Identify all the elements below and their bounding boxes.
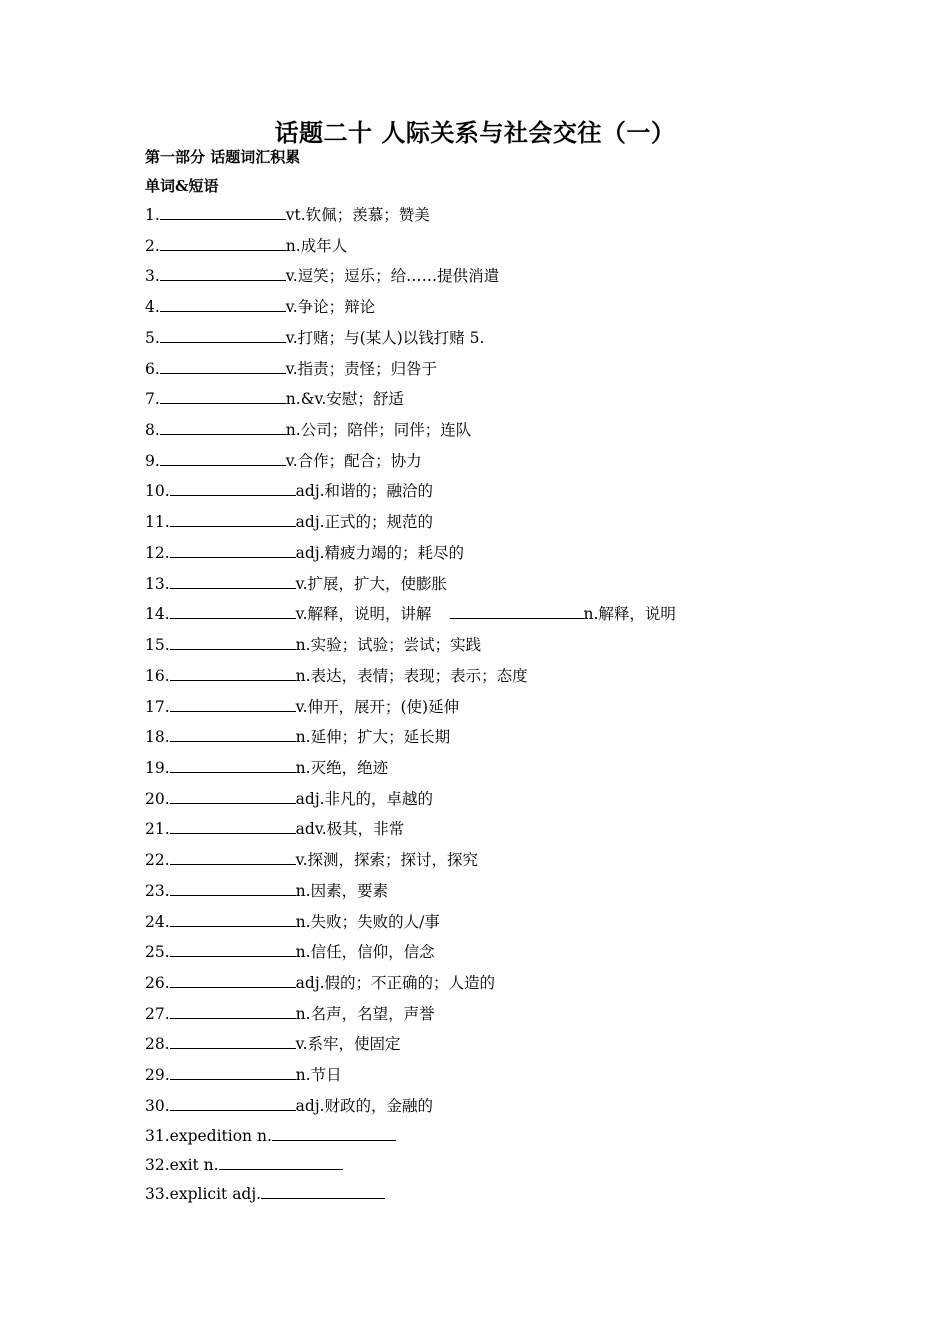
item-definition: v.系牢，使固定 <box>295 1035 401 1054</box>
item-number: 30. <box>145 1096 170 1115</box>
item-definition: v.解释，说明，讲解 <box>295 605 432 624</box>
answer-blank[interactable] <box>160 388 286 404</box>
item-definition: v.指责；责怪；归咎于 <box>285 359 438 378</box>
item-definition: n.灭绝，绝迹 <box>295 758 389 777</box>
item-definition: v.打赌；与(某人)以钱打赌 5. <box>285 328 485 347</box>
item-number: 28. <box>145 1035 170 1054</box>
answer-blank[interactable] <box>160 265 286 281</box>
vocab-item <box>145 327 484 349</box>
item-text: 32.exit n. <box>145 1156 219 1174</box>
item-definition: adj.非凡的，卓越的 <box>295 789 434 808</box>
vocab-item <box>145 573 447 595</box>
item-number: 19. <box>145 758 170 777</box>
vocab-item <box>145 696 459 718</box>
item-number: 17. <box>145 697 170 716</box>
subsection-heading: 单词&短语 <box>145 177 219 195</box>
item-number: 24. <box>145 912 170 931</box>
item-definition: n.失败；失败的人/事 <box>295 912 440 931</box>
answer-blank[interactable] <box>170 1064 296 1080</box>
vocab-item <box>145 450 422 472</box>
item-definition: n.公司；陪伴；同伴；连队 <box>285 421 472 440</box>
item-definition: n.信任，信仰，信念 <box>295 943 435 962</box>
item-definition: n.成年人 <box>285 236 348 255</box>
item-number: 15. <box>145 636 170 655</box>
item-number: 7. <box>145 390 160 409</box>
answer-blank[interactable] <box>170 880 296 896</box>
item-definition: v.探测，探索；探讨，探究 <box>295 851 479 870</box>
item-number: 10. <box>145 482 170 501</box>
reverse-vocab-item <box>145 1125 396 1147</box>
answer-blank[interactable] <box>160 358 286 374</box>
item-number: 18. <box>145 728 170 747</box>
vocab-item <box>145 265 499 287</box>
answer-blank[interactable] <box>170 603 296 619</box>
vocab-item <box>145 419 471 441</box>
item-number: 1. <box>145 206 160 224</box>
item-definition: adj.正式的；规范的 <box>295 513 434 532</box>
answer-blank[interactable] <box>170 511 296 527</box>
answer-blank[interactable] <box>160 235 286 251</box>
answer-blank[interactable] <box>160 204 286 220</box>
item-number: 9. <box>145 451 160 470</box>
answer-blank[interactable] <box>170 757 296 773</box>
item-number: 3. <box>145 267 160 286</box>
vocab-item <box>145 941 435 963</box>
item-definition: v.争论；辩论 <box>285 298 376 317</box>
item-definition: n.表达，表情；表现；表示；态度 <box>295 666 528 685</box>
vocab-item <box>145 757 388 779</box>
answer-blank[interactable] <box>219 1154 343 1170</box>
item-number: 14. <box>145 605 170 624</box>
answer-blank[interactable] <box>272 1125 396 1141</box>
vocab-item <box>145 1033 401 1055</box>
item-definition: adj.假的；不正确的；人造的 <box>295 974 496 992</box>
reverse-vocab-item <box>145 1183 385 1205</box>
item-definition: adj.财政的，金融的 <box>295 1096 434 1115</box>
answer-blank[interactable] <box>170 665 296 681</box>
answer-blank[interactable] <box>160 419 286 435</box>
item-number: 22. <box>145 851 170 870</box>
item-number: 11. <box>145 513 170 532</box>
item-number: 27. <box>145 1004 170 1023</box>
vocab-item <box>145 358 437 380</box>
vocab-item <box>145 911 440 933</box>
vocab-item <box>145 849 478 871</box>
answer-blank[interactable] <box>160 327 286 343</box>
vocab-item <box>145 634 481 656</box>
answer-blank[interactable] <box>170 573 296 589</box>
item-definition: adj.精疲力竭的；耗尽的 <box>295 543 465 562</box>
answer-blank[interactable] <box>170 1003 296 1019</box>
item-definition: v.逗笑；逗乐；给……提供消遣 <box>285 267 500 286</box>
answer-blank[interactable] <box>170 1033 296 1049</box>
answer-blank[interactable] <box>160 450 286 466</box>
vocab-item <box>145 665 528 687</box>
answer-blank[interactable] <box>170 726 296 742</box>
item-number: 25. <box>145 943 170 962</box>
item-definition: n.延伸；扩大；延长期 <box>295 728 451 747</box>
page-title: 话题二十 人际关系与社会交往（一） <box>274 118 676 147</box>
item-number: 13. <box>145 574 170 593</box>
item-text: 31.expedition n. <box>145 1127 272 1145</box>
answer-blank[interactable] <box>170 972 296 988</box>
vocab-item <box>145 235 347 257</box>
item-number: 20. <box>145 789 170 808</box>
item-definition: n.节日 <box>295 1066 342 1085</box>
item-number: 26. <box>145 974 170 992</box>
answer-blank[interactable] <box>170 911 296 927</box>
section-heading: 第一部分 话题词汇积累 <box>145 148 301 166</box>
vocab-item <box>145 1003 435 1025</box>
answer-blank[interactable] <box>450 603 584 619</box>
item-definition: v.扩展，扩大，使膨胀 <box>295 574 448 593</box>
vocab-item <box>145 296 375 318</box>
vocab-item <box>145 726 450 748</box>
item-definition: v.合作；配合；协力 <box>285 451 422 470</box>
item-number: 5. <box>145 328 160 347</box>
vocab-item <box>145 788 433 810</box>
item-number: 12. <box>145 543 170 562</box>
answer-blank[interactable] <box>170 788 296 804</box>
item-number: 2. <box>145 236 160 255</box>
answer-blank[interactable] <box>261 1183 385 1199</box>
item-number: 16. <box>145 666 170 685</box>
reverse-vocab-item <box>145 1154 343 1176</box>
vocab-item <box>145 480 433 502</box>
answer-blank[interactable] <box>170 818 296 834</box>
item-definition: n.因素，要素 <box>295 881 389 900</box>
item-number: 8. <box>145 421 160 440</box>
item-definition: adv.极其，非常 <box>295 820 405 839</box>
item-definition: n.实验；试验；尝试；实践 <box>295 636 482 655</box>
item-definition: n.&v.安慰；舒适 <box>285 390 404 409</box>
item-definition-2: n.解释，说明 <box>583 605 676 624</box>
item-definition: adj.和谐的；融洽的 <box>295 482 434 501</box>
answer-blank[interactable] <box>170 634 296 650</box>
vocab-item <box>145 880 388 902</box>
vocab-item <box>145 603 676 625</box>
vocab-item <box>145 1095 433 1117</box>
item-number: 21. <box>145 820 170 839</box>
answer-blank[interactable] <box>170 696 296 712</box>
item-definition: n.名声，名望，声誉 <box>295 1004 435 1023</box>
item-number: 29. <box>145 1066 170 1085</box>
answer-blank[interactable] <box>170 1095 296 1111</box>
item-number: 23. <box>145 881 170 900</box>
item-definition: vt.钦佩；羡慕；赞美 <box>285 206 430 224</box>
item-number: 6. <box>145 359 160 378</box>
answer-blank[interactable] <box>160 296 286 312</box>
item-definition: v.伸开，展开；(使)延伸 <box>295 697 460 716</box>
vocab-item <box>145 204 430 226</box>
item-number: 4. <box>145 298 160 317</box>
vocab-item <box>145 542 464 564</box>
answer-blank[interactable] <box>170 542 296 558</box>
answer-blank[interactable] <box>170 480 296 496</box>
item-text: 33.explicit adj. <box>145 1185 262 1203</box>
vocab-item <box>145 388 404 410</box>
answer-blank[interactable] <box>170 849 296 865</box>
answer-blank[interactable] <box>170 941 296 957</box>
vocab-item <box>145 511 433 533</box>
vocab-item <box>145 972 495 994</box>
vocab-item <box>145 1064 342 1086</box>
vocab-item <box>145 818 404 840</box>
